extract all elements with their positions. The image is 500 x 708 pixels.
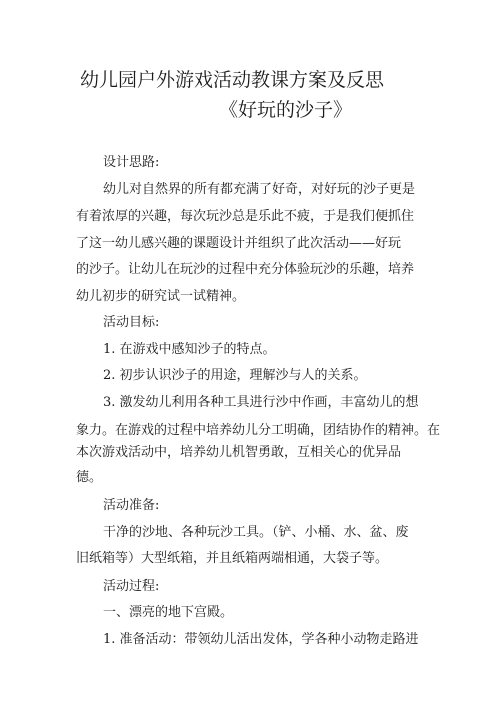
document-title-line2: 《好玩的沙子》 — [219, 99, 353, 121]
goal-item: 3. 激发幼儿利用各种工具进行沙中作画，丰富幼儿的想 — [103, 395, 419, 410]
process-part-heading: 一、漂亮的地下宫殿。 — [103, 605, 234, 620]
section-heading-goals: 活动目标: — [103, 315, 160, 330]
paragraph-line: 本次游戏活动中，培养幼儿机智勇敢，互相关心的优异品 — [76, 445, 402, 460]
paragraph-line: 旧纸箱等）大型纸箱，并且纸箱两端相通，大袋子等。 — [76, 551, 389, 566]
goal-item: 1. 在游戏中感知沙子的特点。 — [103, 342, 276, 357]
paragraph-line: 有着浓厚的兴趣，每次玩沙总是乐此不疲，于是我们便抓住 — [76, 209, 415, 224]
section-heading-prep: 活动准备: — [103, 498, 160, 513]
document-title-line1: 幼儿园户外游戏活动教课方案及反思 — [80, 69, 385, 91]
paragraph-line: 象力。在游戏的过程中培养幼儿分工明确，团结协作的精神。在 — [76, 423, 441, 438]
section-heading-design: 设计思路: — [103, 155, 160, 170]
paragraph-line: 了这一幼儿感兴趣的课题设计并组织了此次活动——好玩 — [76, 236, 402, 251]
paragraph-line: 德。 — [76, 470, 103, 485]
process-step: 1. 准备活动：带领幼儿活出发体，学各种小动物走路进 — [103, 632, 419, 647]
section-heading-process: 活动过程: — [103, 579, 160, 594]
paragraph-line: 干净的沙地、各种玩沙工具。（铲、小桶、水、盆、废 — [103, 525, 409, 540]
goal-item: 2. 初步认识沙子的用途，理解沙与人的关系。 — [103, 368, 367, 383]
paragraph-line: 的沙子。让幼儿在玩沙的过程中充分体验玩沙的乐趣，培养 — [76, 262, 415, 277]
paragraph-line: 幼儿初步的研究试一试精神。 — [76, 289, 246, 304]
paragraph-line: 幼儿对自然界的所有都充满了好奇，对好玩的沙子更是 — [103, 182, 416, 197]
